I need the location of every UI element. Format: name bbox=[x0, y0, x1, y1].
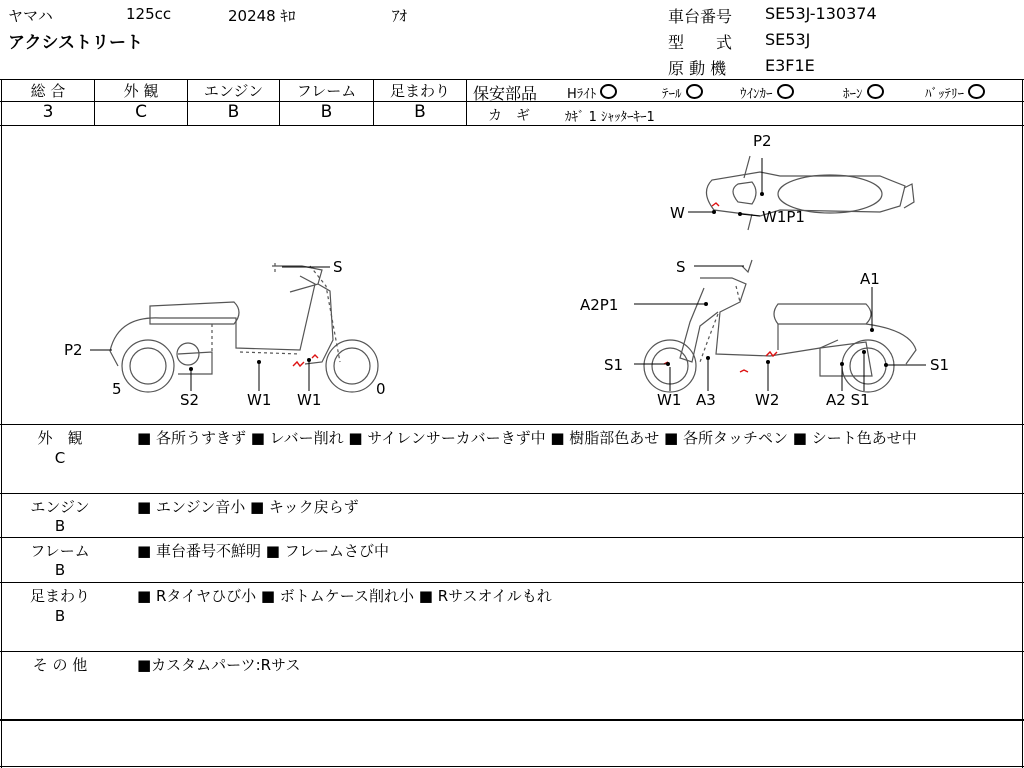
section-exterior-text: ■ 各所うすきず ■ レバー削れ ■ サイレンサーカバーきず中 ■ 樹脂部色あせ ■ 各所タッチペン ■ シート色あせ中 bbox=[137, 429, 917, 447]
label-left-s2: S2 bbox=[180, 391, 200, 409]
ok-circle-icon bbox=[777, 84, 794, 99]
section-suspension-label: 足まわり bbox=[29, 587, 90, 605]
engine-value: E3F1E bbox=[765, 56, 815, 75]
section-frame-grade: B bbox=[54, 561, 66, 579]
frame-no: SE53J-130374 bbox=[765, 4, 877, 23]
section-engine-grade: B bbox=[54, 517, 66, 535]
label-right-s1b: S1 bbox=[930, 356, 950, 374]
section-frame-text: ■ 車台番号不鮮明 ■ フレームさび中 bbox=[137, 542, 390, 560]
engine-label: 原 動 機 bbox=[668, 59, 727, 78]
divider bbox=[0, 424, 1024, 425]
divider bbox=[0, 766, 1024, 767]
safety-headlight: Hﾗｲﾄ bbox=[567, 83, 617, 102]
grade-frame: B bbox=[320, 102, 333, 122]
grade-label-frame: フレーム bbox=[296, 82, 357, 100]
damage-diagram bbox=[0, 126, 1024, 424]
grade-suspension: B bbox=[414, 102, 426, 122]
keys-label: カ ギ bbox=[488, 108, 530, 124]
safety-horn: ﾎｰﾝ bbox=[843, 83, 884, 102]
callout-leaders bbox=[90, 158, 926, 391]
section-suspension-grade: B bbox=[54, 607, 66, 625]
label-top-p2: P2 bbox=[753, 132, 772, 150]
safety-battery: ﾊﾞｯﾃﾘｰ bbox=[925, 83, 985, 102]
label-top-w: W bbox=[670, 204, 685, 222]
scooter-top-view bbox=[706, 156, 914, 230]
label-right-s1a: S1 bbox=[604, 356, 624, 374]
section-engine-label: エンジン bbox=[30, 498, 90, 516]
grade-engine: B bbox=[227, 102, 240, 122]
grade-exterior: C bbox=[135, 102, 147, 122]
section-other-text: ■カスタムパーツ:Rサス bbox=[137, 656, 301, 674]
label-left-5: 5 bbox=[112, 380, 122, 398]
section-frame-label: フレーム bbox=[30, 542, 90, 560]
damage-marks bbox=[293, 203, 777, 372]
label-left-p2: P2 bbox=[64, 341, 83, 359]
label-right-w1: W1 bbox=[657, 391, 682, 409]
displacement: 125cc bbox=[126, 5, 172, 23]
section-engine-text: ■ エンジン音小 ■ キック戻らず bbox=[137, 498, 359, 516]
section-other-label: そ の 他 bbox=[32, 656, 88, 674]
safety-label: 保安部品 bbox=[473, 84, 538, 103]
type-value: SE53J bbox=[765, 30, 811, 49]
label-right-a1: A1 bbox=[860, 270, 880, 288]
divider bbox=[0, 493, 1024, 494]
maker: ヤマハ bbox=[8, 7, 53, 25]
label-right-s: S bbox=[676, 258, 686, 276]
label-left-s: S bbox=[333, 258, 343, 276]
color: ｱｵ bbox=[392, 7, 408, 25]
safety-winker: ｳｲﾝｶｰ bbox=[740, 83, 794, 102]
section-exterior-grade: C bbox=[54, 449, 66, 467]
label-right-a2p1: A2P1 bbox=[580, 296, 619, 314]
section-exterior-label: 外 観 bbox=[37, 429, 83, 447]
ok-circle-icon bbox=[686, 84, 703, 99]
label-left-w1b: W1 bbox=[297, 391, 322, 409]
label-right-w2: W2 bbox=[755, 391, 780, 409]
grade-label-engine: エンジン bbox=[203, 82, 264, 100]
section-suspension-text: ■ Rタイヤひび小 ■ ボトムケース削れ小 ■ Rサスオイルもれ bbox=[137, 587, 552, 605]
divider bbox=[0, 719, 1024, 721]
divider bbox=[0, 537, 1024, 538]
frame-no-label: 車台番号 bbox=[668, 7, 733, 26]
safety-tail: ﾃｰﾙ bbox=[662, 83, 703, 102]
label-right-a3: A3 bbox=[696, 391, 716, 409]
scooter-left-side bbox=[110, 263, 378, 392]
grade-overall: 3 bbox=[42, 102, 54, 122]
label-right-a2s1: A2 S1 bbox=[826, 391, 870, 409]
ok-circle-icon bbox=[867, 84, 884, 99]
grade-label-exterior: 外 観 bbox=[123, 82, 159, 100]
type-label: 型 式 bbox=[668, 33, 733, 52]
ok-circle-icon bbox=[968, 84, 985, 99]
grade-label-suspension: 足まわり bbox=[389, 82, 450, 100]
divider bbox=[466, 79, 467, 125]
label-left-0: 0 bbox=[376, 380, 386, 398]
label-left-w1a: W1 bbox=[247, 391, 272, 409]
grade-label-overall: 総 合 bbox=[30, 82, 66, 100]
divider bbox=[0, 582, 1024, 583]
label-top-w1p1: W1P1 bbox=[762, 208, 805, 226]
keys-value: ｶｷﾞ 1 ｼｬｯﾀｰｷｰ1 bbox=[565, 110, 655, 125]
ok-circle-icon bbox=[600, 84, 617, 99]
model-name: アクシストリート bbox=[8, 33, 143, 53]
mileage: 20248 ｷﾛ bbox=[228, 7, 296, 25]
divider bbox=[0, 651, 1024, 652]
